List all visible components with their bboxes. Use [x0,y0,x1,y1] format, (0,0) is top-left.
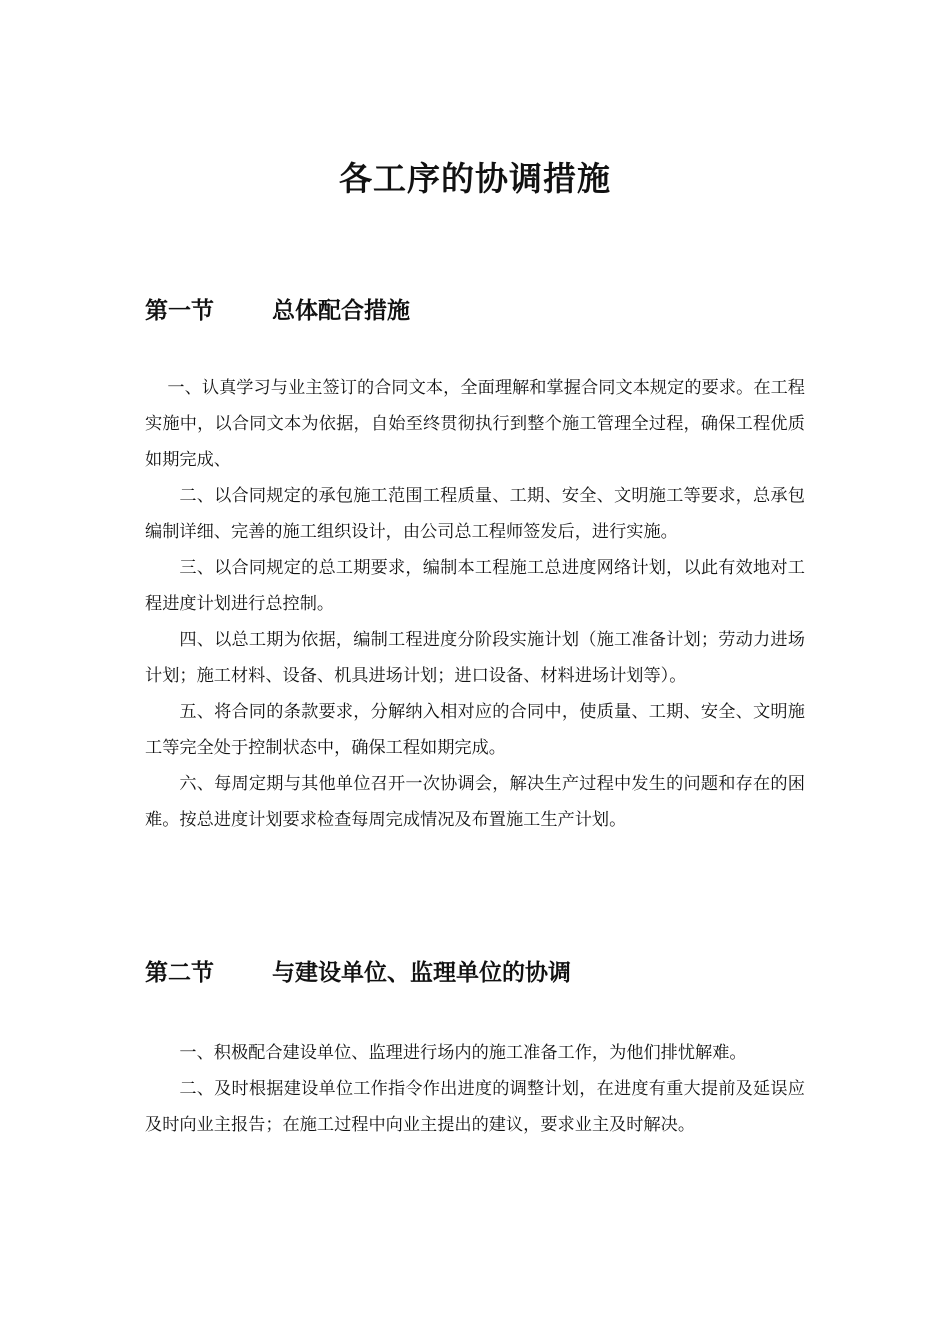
section-body-2 [145,1035,805,1143]
section-heading-2 [145,956,805,990]
paragraph: 一、认真学习与业主签订的合同文本，全面理解和掌握合同文本规定的要求。在工程实施中，以合同文本为依据，自始至终贯彻执行到整个施工管理全过程，确保工程优质如期完成、 [145,378,805,470]
paragraph: 六、每周定期与其他单位召开一次协调会，解决生产过程中发生的问题和存在的困难。按总进度计划要求检查每周完成情况及布置施工生产计划。 [145,774,805,830]
section-number: 第二节 [145,960,214,986]
paragraph: 二、以合同规定的承包施工范围工程质量、工期、安全、文明施工等要求，总承包编制详细、完善的施工组织设计，由公司总工程师签发后，进行实施。 [145,486,805,542]
section-heading-1 [145,294,805,328]
document-title: 各工序的协调措施 [339,159,611,198]
paragraph: 一、积极配合建设单位、监理进行场内的施工准备工作，为他们排忧解难。 [179,1043,747,1063]
paragraph: 五、将合同的条款要求，分解纳入相对应的合同中，使质量、工期、安全、文明施工等完全处于控制状态中，确保工程如期完成。 [145,702,805,758]
section-title: 与建设单位、监理单位的协调 [272,960,571,986]
paragraph: 三、以合同规定的总工期要求，编制本工程施工总进度网络计划，以此有效地对工程进度计划进行总控制。 [145,558,805,614]
paragraph: 二、及时根据建设单位工作指令作出进度的调整计划，在进度有重大提前及延误应及时向业主报告；在施工过程中向业主提出的建议，要求业主及时解决。 [145,1079,805,1135]
section-body-1 [145,370,805,838]
paragraph: 四、以总工期为依据，编制工程进度分阶段实施计划（施工准备计划；劳动力进场计划；施工材料、设备、机具进场计划；进口设备、材料进场计划等）。 [145,630,805,686]
section-number: 第一节 [145,298,214,324]
section-title: 总体配合措施 [272,298,410,324]
